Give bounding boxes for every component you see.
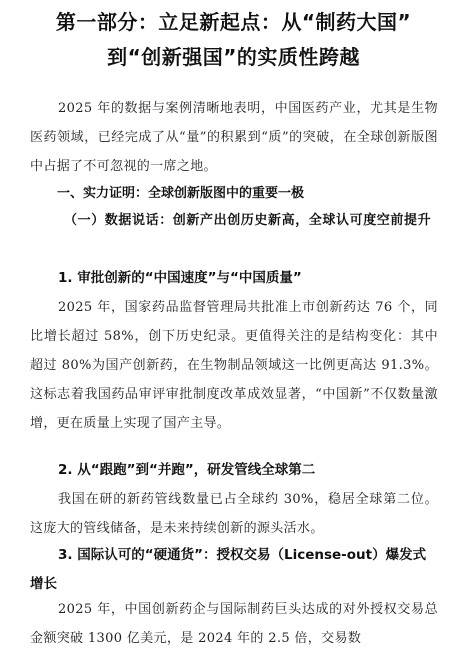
item-2-paragraph: 我国在研的新药管线数量已占全球约 30%，稳居全球第二位。这庞大的管线储备，是未来持续创新的源头活水。 (30, 492, 438, 536)
page-title-line-1: 第一部分：立足新起点：从“制药大国” (55, 10, 412, 34)
intro-paragraph: 2025 年的数据与案例清晰地表明，中国医药产业，尤其是生物医药领域，已经完成了从“量”的积累到“质”的突破，在全球创新版图中占据了不可忽视的一席之地。 (30, 101, 438, 174)
page-title-line-2: 到“创新强国”的实质性跨越 (107, 45, 360, 69)
item-3-paragraph: 2025 年，中国创新药企与国际制药巨头达成的对外授权交易总金额突破 1300 亿美元，是 2024 年的 2.5 倍，交易数 (30, 602, 438, 646)
subsection-heading: （一）数据说话：创新产出创历史新高，全球认可度空前提升 (64, 213, 432, 228)
item-1-paragraph: 2025 年，国家药品监督管理局共批准上市创新药达 76 个，同比增长超过 58%，创下历史纪录。更值得关注的是结构变化：其中超过 80%为国产创新药，在生物制品领域这一比例更高达 91.3%。这标志着我国药品审评审批制度改革成效显著，“中国新”不仅数量激增，更在质量上实现了国产主导。 (30, 300, 438, 431)
section-heading: 一、实力证明：全球创新版图中的重要一极 (57, 186, 305, 201)
item-3-heading: 3. 国际认可的“硬通货”：授权交易（License-out）爆发式增长 (30, 547, 427, 592)
item-1-heading: 1. 审批创新的“中国速度”与“中国质量” (58, 270, 302, 286)
item-2-heading: 2. 从“跟跑”到“并跑”，研发管线全球第二 (58, 462, 316, 478)
